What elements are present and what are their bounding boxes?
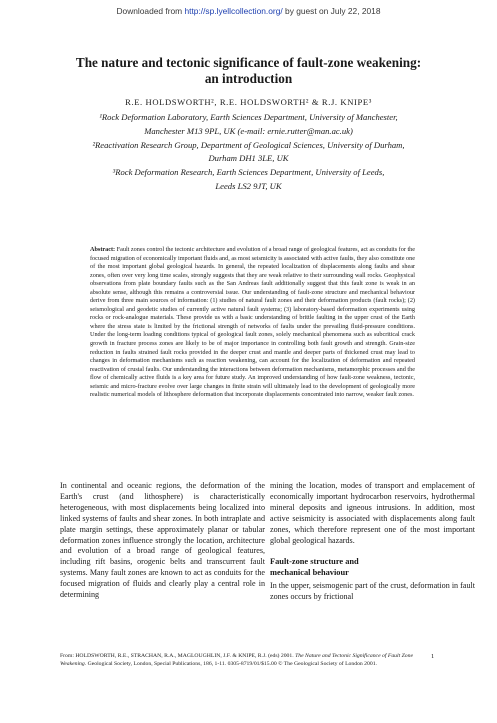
affiliation-line: Leeds LS2 9JT, UK: [215, 180, 282, 191]
body-column-right: [270, 481, 475, 649]
affiliations: [0, 111, 497, 194]
paper-title: [0, 55, 497, 87]
affiliation-line: ²Reactivation Research Group, Department of Geological Sciences, University of Durham,: [92, 139, 405, 150]
section-heading-line-2: mechanical behaviour: [270, 568, 349, 578]
citation-authors: From: HOLDSWORTH, R.E., STRACHAN, R.A., MAGLOUGHLIN, J.F. & KNIPE, R.J. (eds) 2001.: [60, 653, 296, 659]
section-heading: [270, 556, 475, 578]
body-paragraph: In continental and oceanic regions, the deformation of the Earth's crust (and lithosphere) is characteristically heterogeneous, with most displacements being localized into linked systems of faults and shear zones. In both intraplate and plate margin settings, these approximately planar or tabular deformation zones influence strongly the location, architecture and evolution of a broad range of geological features, including rift basins, orogenic belts and transcurrent fault systems. Many fault zones are known to act as conduits for the focused migration of fluids and clearly play a central role in determining: [60, 481, 265, 600]
affiliation-line: Manchester M13 9PL, UK (e-mail: ernie.rutter@man.ac.uk): [144, 125, 353, 136]
citation-footnote: [60, 653, 437, 668]
abstract: [90, 246, 415, 502]
body-paragraph: mining the location, modes of transport and emplacement of economically important hydrocarbon reservoirs, hydrothermal mineral deposits and igneous intrusions. In addition, most active seismicity is associated with displacements along fault zones, which therefore represent one of the most important global geological hazards.: [270, 481, 475, 545]
section-heading-line-1: Fault-zone structure and: [270, 557, 359, 567]
body-column-left: [60, 481, 265, 649]
affiliation-line: Durham DH1 3LE, UK: [208, 153, 289, 164]
citation-details: . Geological Society, London, Special Publications, 186, 1-11. 0305-8719/01/$15.00 © The Geological Society of London 2001.: [84, 660, 377, 667]
title-line-2: an introduction: [204, 71, 293, 86]
download-link[interactable]: http://sp.lyellcollection.org/: [184, 6, 283, 16]
affiliation-line: ³Rock Deformation Research, Earth Sciences Department, University of Leeds,: [112, 167, 385, 178]
author-list: R.E. HOLDSWORTH², R.E. HOLDSWORTH² & R.J. KNIPE³: [125, 97, 372, 107]
title-line-1: The nature and tectonic significance of fault-zone weakening:: [75, 55, 422, 70]
download-suffix: by guest on July 22, 2018: [282, 6, 381, 16]
download-notice: [0, 6, 497, 16]
citation-book-title: The Nature and Tectonic Significance of Fault Zone Weakening: [60, 653, 413, 667]
page-number: 1: [431, 653, 435, 660]
download-prefix: Downloaded from: [116, 6, 185, 16]
body-paragraph: In the upper, seismogenic part of the crust, deformation in fault zones occurs by frictional: [270, 581, 475, 602]
abstract-text: Fault zones control the tectonic architecture and evolution of a broad range of geological features, act as conduits for the focused migration of economically important fluids and, as most seismicity is associated with active faults, they also constitute one of the most important global geological hazards. In general, the repeated localization of displacements along faults and shear zones, often over very long time scales, strongly suggests that they are weak relative to their surrounding wall rocks. Geophysical observations from plate boundary faults such as the San Andreas fault additionally suggest that this fault zone is weak in an absolute sense, although this remains a controversial issue. Our understanding of fault-zone structure and mechanical behaviour derive from three main sources of information: (1) studies of natural fault zones and their deformation products (fault rocks); (2) seismological and geodetic studies of currently active natural fault systems; (3) laboratory-based deformation experiments using rocks or rock-analogue materials. These provide us with a basic understanding of brittle faulting in the upper crust of the Earth where the stress state is limited by the frictional strength of networks of faults under the prevailing fluid-pressure conditions. Under the long-term loading conditions typical of geological fault zones, solely mechanical phenomena such as subcritical crack growth in fracture process zones are likely to be of major importance in controlling both fault growth and strength. Grain-size reduction in faults strained fault rocks provided in the deeper crust and mantle and deeper parts of thickened crust may lead to changes in deformation mechanisms such as reaction weakening, can account for the localization of deformation and repeated reactivation of crustal faults. Our understanding the interactions between deformation mechanisms, metamorphic processes and the flow of chemically active fluids is a key area for future study. An improved understanding of how fault-zone weakness, tectonic, seismic and micro-fracture evolve over large changes in finite strain will ultimately lead to the development of geologically more realistic numerical models of lithosphere deformation that incorporate displacements concentrated into narrow, weaker fault zones.: [90, 246, 415, 399]
affiliation-line: ¹Rock Deformation Laboratory, Earth Sciences Department, University of Manchester,: [99, 112, 398, 122]
abstract-label: Abstract:: [90, 246, 116, 253]
